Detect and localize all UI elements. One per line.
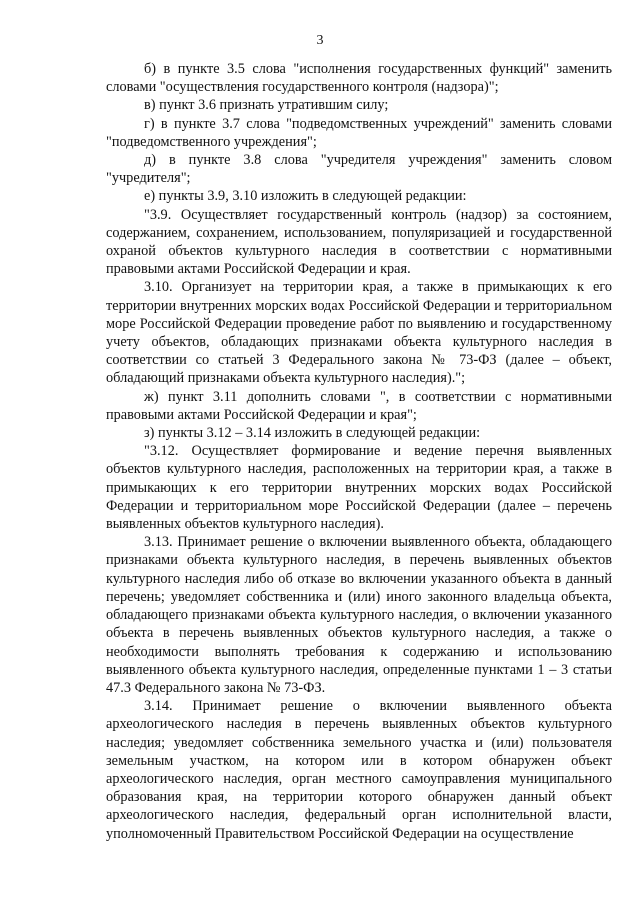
paragraph-d: д) в пункте 3.8 слова "учредителя учреждения" заменить словом "учредителя"; — [106, 152, 612, 187]
paragraph-zh: ж) пункт 3.11 дополнить словами ", в соответствии с нормативными правовыми актами Российской Федерации и края"; — [106, 388, 612, 423]
page-number: 3 — [316, 33, 324, 48]
paragraph-3-14: 3.14. Принимает решение о включении выявленного объекта археологического наследия в перечень выявленных объектов культурного наследия; уведомляет собственника земельного участка и (или) пользователя земельным участком, на котором или в котором обнаружен объект археологического наследия, орган местного самоуправления муниципального образования края, на территории которого обнаружен данный объект археологического наследия, федеральный орган исполнительной власти, уполномоченный Правительством Российской Федерации на осуществление — [106, 698, 612, 842]
paragraph-b: б) в пункте 3.5 слова "исполнения государственных функций" заменить словами "осуществления государственного контроля (надзора)"; — [106, 61, 612, 96]
paragraph-3-9: "3.9. Осуществляет государственный контроль (надзор) за состоянием, содержанием, сохранением, использованием, популяризацией и государственной охраной объектов культурного наследия в соответствии с нормативными правовыми актами Российской Федерации и края. — [106, 206, 612, 278]
paragraph-3-12: "3.12. Осуществляет формирование и ведение перечня выявленных объектов культурного наследия, расположенных на территории края, а также в примыкающих к его территории внутренних морских водах Российской Федерации и территориальном море Российской Федерации (далее – перечень выявленных объектов культурного наследия). — [106, 443, 612, 533]
paragraph-g: г) в пункте 3.7 слова "подведомственных учреждений" заменить словами "подведомственного учреждения"; — [106, 115, 612, 150]
paragraph-v: в) пункт 3.6 признать утратившим силу; — [144, 97, 389, 114]
document-body — [106, 60, 612, 843]
paragraph-z: з) пункты 3.12 – 3.14 изложить в следующей редакции: — [144, 425, 481, 442]
paragraph-3-10: 3.10. Организует на территории края, а также в примыкающих к его территории внутренних морских водах Российской Федерации и территориальном море Российской Федерации проведение работ по выявлению и государственному учету объектов, обладающих признаками объекта культурного наследия в соответствии со статьей 3 Федерального закона № 73-ФЗ (далее – объект, обладающий признаками объекта культурного наследия)."; — [106, 279, 612, 387]
paragraph-3-13: 3.13. Принимает решение о включении выявленного объекта, обладающего признаками объекта культурного наследия, в перечень выявленных объектов культурного наследия либо об отказе во включении указанного объекта в данный перечень; уведомляет собственника и (или) иного законного владельца объекта, обладающего признаками объекта культурного наследия, о включении указанного объекта в перечень выявленных объектов культурного наследия, а также о необходимости выполнять требования к содержанию и использованию выявленного объекта культурного наследия, определенные пунктами 1 – 3 статьи 47.3 Федерального закона № 73-ФЗ. — [106, 534, 612, 696]
paragraph-e: е) пункты 3.9, 3.10 изложить в следующей редакции: — [144, 188, 467, 205]
